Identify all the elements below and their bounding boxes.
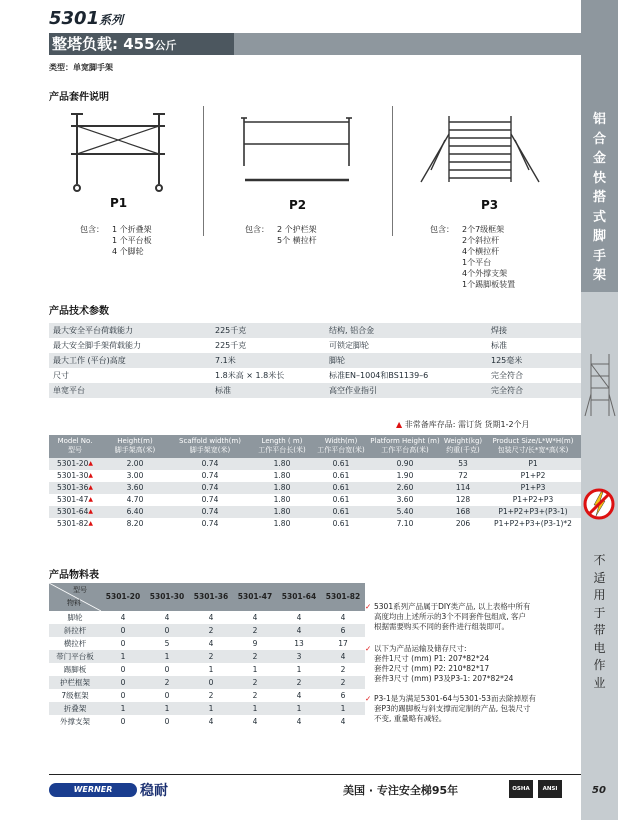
bom-qty-cell: 1: [340, 704, 346, 713]
kit-illustrations: [49, 104, 581, 196]
model-cell: 1.80: [273, 471, 291, 480]
model-cell: 0.61: [332, 507, 350, 516]
model-cell: 1.80: [273, 495, 291, 504]
bom-table-header: [49, 583, 365, 611]
corner-model-label: 型号: [73, 586, 87, 594]
bom-material-name: 横拉杆: [63, 639, 87, 648]
product-type: 类型：单宽脚手架: [49, 63, 113, 72]
bom-qty-cell: 4: [340, 717, 346, 726]
corner-material-label: 物料: [67, 599, 81, 607]
kit-p2-label: P2: [289, 198, 307, 212]
no-electric-work-icon: [581, 484, 618, 524]
bom-qty-cell: 1: [252, 665, 258, 674]
non-stock-marker: ▲: [88, 484, 93, 491]
bom-qty-cell: 2: [164, 678, 170, 687]
note-p3-1: ✓ P3-1是为满足5301-64与5301-53而去除掉原有 套P3的踢脚板与斜支撑而定制的产品, 包装尺寸 不变, 重量略有减轻。: [365, 694, 536, 723]
kit-item: 4 个脚轮: [112, 247, 144, 256]
model-cell: 3.60: [396, 495, 414, 504]
bom-qty-cell: 1: [252, 704, 258, 713]
bom-row: [49, 715, 365, 728]
model-cell: 5301-64: [57, 507, 89, 516]
bom-row: [49, 650, 365, 663]
bom-qty-cell: 1: [164, 704, 170, 713]
bom-qty-cell: 0: [208, 678, 214, 687]
kit-divider-2: [392, 106, 393, 236]
model-cell: 0.61: [332, 495, 350, 504]
kit-item: 2个7级框架: [462, 225, 505, 234]
model-cell: 7.10: [396, 519, 414, 528]
model-cell: 0.74: [201, 495, 219, 504]
check-icon: ✓: [365, 602, 372, 611]
bom-qty-cell: 4: [208, 717, 214, 726]
bom-qty-cell: 5: [164, 639, 170, 648]
bom-qty-cell: 1: [208, 704, 214, 713]
non-stock-marker: ▲: [88, 520, 93, 527]
bom-qty-cell: 2: [252, 626, 258, 635]
non-stock-marker: ▲: [88, 472, 93, 479]
bom-qty-cell: 2: [208, 626, 214, 635]
model-row: [49, 494, 581, 506]
bom-qty-cell: 0: [164, 626, 170, 635]
model-cell: 53: [458, 459, 468, 468]
bom-qty-cell: 1: [120, 652, 126, 661]
check-icon: ✓: [365, 694, 372, 703]
bom-row: [49, 676, 365, 689]
bom-qty-cell: 2: [340, 665, 346, 674]
page-number: 50: [592, 785, 606, 796]
model-cell: 206: [455, 519, 471, 528]
bom-model-header: 5301-30: [149, 592, 185, 601]
bom-qty-cell: 4: [252, 717, 258, 726]
kit-item: 2个斜拉杆: [462, 236, 500, 245]
bom-row: [49, 624, 365, 637]
bom-section-title: 产品物料表: [49, 570, 99, 581]
bom-qty-cell: 0: [120, 678, 126, 687]
bom-qty-cell: 0: [120, 639, 126, 648]
kit-item: 4个横拉杆: [462, 247, 500, 256]
kit-item: 1 个平台板: [112, 236, 152, 245]
bom-model-header: 5301-47: [237, 592, 273, 601]
model-cell: 0.74: [201, 471, 219, 480]
bom-qty-cell: 9: [252, 639, 258, 648]
model-row: [49, 482, 581, 494]
bom-qty-cell: 17: [338, 639, 348, 648]
include-label: 包含：: [80, 225, 104, 234]
bom-qty-cell: 2: [296, 678, 302, 687]
model-cell: 168: [455, 507, 471, 516]
bom-qty-cell: 0: [120, 626, 126, 635]
bom-qty-cell: 4: [208, 613, 214, 622]
kit-p3-label: P3: [481, 198, 499, 212]
model-cell: 4.70: [126, 495, 144, 504]
series-title: 5301系列: [49, 8, 124, 29]
bom-qty-cell: 6: [340, 626, 346, 635]
bom-qty-cell: 0: [164, 665, 170, 674]
bom-qty-cell: 4: [296, 717, 302, 726]
werner-logo: WERNER: [49, 783, 137, 797]
bom-material-name: 带门平台板: [56, 652, 94, 661]
bom-material-name: 护栏框架: [60, 678, 90, 687]
brand-cn-logo: 稳耐: [140, 783, 168, 799]
bom-material-name: 踢脚板: [63, 665, 87, 674]
model-cell: 72: [458, 471, 468, 480]
model-cell: 0.74: [201, 507, 219, 516]
bom-model-header: 5301-82: [325, 592, 361, 601]
model-cell: 1.90: [396, 471, 414, 480]
bom-qty-cell: 1: [296, 704, 302, 713]
bom-row: [49, 663, 365, 676]
note-diy: ✓ 5301系列产品属于DIY类产品, 以上表格中所有 高度均由上述所示的3个不同套件包组成, 客户 根据需要购买不同的套件进行组装即可。: [365, 602, 531, 631]
non-stock-marker: ▲: [88, 496, 93, 503]
include-label: 包含：: [430, 225, 454, 234]
kit-p3-drawing: [421, 116, 539, 182]
scaffold-thumbnail-icon: [581, 350, 618, 420]
spec-row: 最大安全平台荷载能力 225千克 结构, 铝合金 焊接: [49, 323, 581, 338]
stock-note-text: 非常备库存品: 需订货 货期1-2个月: [404, 420, 530, 429]
bom-qty-cell: 4: [208, 639, 214, 648]
kit-item: 4个外撑支架: [462, 269, 508, 278]
kit-item: 1个平台: [462, 258, 492, 267]
model-cell: 0.74: [201, 459, 219, 468]
sidebar: [581, 0, 618, 820]
ansi-badge: ANSI: [538, 780, 562, 798]
non-stock-marker: ▲: [88, 508, 93, 515]
load-capacity: 整塔负载: 455公斤: [49, 33, 234, 55]
bom-material-name: 外撑支架: [60, 717, 90, 726]
model-cell: 5301-36: [57, 483, 89, 492]
bom-model-header: 5301-20: [105, 592, 141, 601]
bom-qty-cell: 2: [340, 678, 346, 687]
load-banner: [49, 33, 581, 55]
bom-qty-cell: 4: [120, 613, 126, 622]
model-row: [49, 458, 581, 470]
bom-qty-cell: 1: [120, 704, 126, 713]
bom-qty-cell: 13: [294, 639, 304, 648]
spec-row: 尺寸 1.8米高 × 1.8米长 标准EN–1004和BS1139–6 完全符合: [53, 371, 523, 380]
kit-p1-label: P1: [110, 196, 128, 210]
stock-marker: ▲: [396, 420, 403, 429]
osha-badge: OSHA: [509, 780, 533, 798]
model-cell: 8.20: [126, 519, 144, 528]
bom-qty-cell: 1: [164, 652, 170, 661]
model-row: [49, 518, 581, 530]
kit-item: 1 个折叠架: [112, 225, 152, 234]
model-cell: 5301-20: [57, 459, 89, 468]
model-cell: 1.80: [273, 507, 291, 516]
non-stock-marker: ▲: [88, 460, 93, 467]
bom-qty-cell: 0: [120, 665, 126, 674]
bom-qty-cell: 6: [340, 691, 346, 700]
model-cell: 0.74: [201, 483, 219, 492]
bom-material-name: 折叠架: [63, 704, 87, 713]
kit-item: 5个 横拉杆: [277, 236, 317, 245]
bom-qty-cell: 2: [252, 652, 258, 661]
spec-row: 单宽平台 标准 高空作业指引 完全符合: [49, 383, 581, 398]
note-dimensions: ✓ 以下为产品运输及储存尺寸: 套件1尺寸 (mm) P1: 207*82*24 套件2尺寸 (mm) P2: 210*82*17 套件3尺寸 (mm) P3及P3-1: 207*82*24: [365, 644, 514, 683]
kit-item: 1个踢脚板装置: [462, 280, 516, 289]
bom-qty-cell: 1: [296, 665, 302, 674]
model-table-header: Model No. 型号 Height(m) 脚手架高(米) Scaffold width(m) 脚手架宽(米) Length ( m) 工作平台长(米) Width(m) 工作平台宽(米) Platform Height (m) 工作平台高(米) Weight(kg) 约重(千克) Product Size/L*W*H(m) 包装尺寸/长*宽*高(米): [49, 435, 581, 458]
model-cell: 0.74: [201, 519, 219, 528]
bom-qty-cell: 4: [252, 613, 258, 622]
model-cell: 114: [455, 483, 471, 492]
bom-material-name: 脚轮: [67, 613, 83, 622]
kit-divider-1: [203, 106, 204, 236]
bom-qty-cell: 2: [252, 691, 258, 700]
model-cell: P1+P2+P3+(P3-1)*2: [494, 519, 572, 528]
stock-note: [396, 419, 530, 430]
bom-qty-cell: 2: [208, 652, 214, 661]
bom-qty-cell: 4: [164, 613, 170, 622]
model-row: [49, 506, 581, 518]
model-cell: 1.80: [273, 459, 291, 468]
bom-model-header: 5301-64: [281, 592, 317, 601]
model-cell: P1: [528, 459, 538, 468]
spec-row: 最大工作 (平台)高度 7.1米 脚轮 125毫米: [49, 353, 581, 368]
bom-material-name: 7级框架: [61, 691, 89, 700]
model-cell: P1+P3: [520, 483, 546, 492]
bom-qty-cell: 4: [340, 613, 346, 622]
model-cell: 5301-47: [57, 495, 89, 504]
bom-material-name: 斜拉杆: [63, 626, 87, 635]
model-row: [49, 470, 581, 482]
bom-qty-cell: 4: [296, 613, 302, 622]
spec-row: 最大安全脚手架荷载能力 225千克 可锁定脚轮 标准: [53, 341, 507, 350]
model-cell: 1.80: [273, 483, 291, 492]
kit-section-title: 产品套件说明: [49, 92, 109, 103]
model-cell: 1.80: [273, 519, 291, 528]
bom-row: [49, 702, 365, 715]
model-cell: 0.61: [332, 519, 350, 528]
model-cell: 0.61: [332, 471, 350, 480]
include-label: 包含：: [245, 225, 269, 234]
footer-divider: [49, 774, 581, 775]
bom-qty-cell: 0: [164, 717, 170, 726]
bom-qty-cell: 2: [208, 691, 214, 700]
bom-qty-cell: 0: [120, 717, 126, 726]
model-cell: P1+P2: [520, 471, 546, 480]
model-cell: 5301-82: [57, 519, 89, 528]
sidebar-warning: 不适用于带电作业: [593, 553, 606, 690]
bom-row: [49, 611, 365, 624]
model-cell: 5301-30: [57, 471, 89, 480]
model-cell: P1+P2+P3: [512, 495, 554, 504]
bom-qty-cell: 0: [164, 691, 170, 700]
check-icon: ✓: [365, 644, 372, 653]
bom-qty-cell: 2: [252, 678, 258, 687]
bom-qty-cell: 0: [120, 691, 126, 700]
bom-row: [49, 637, 365, 650]
model-cell: 2.60: [396, 483, 414, 492]
kit-p2-drawing: [241, 118, 352, 180]
model-cell: P1+P2+P3+(P3-1): [498, 507, 568, 516]
bom-row: [49, 689, 365, 702]
footer-slogan: 美国 · 专注安全梯95年: [343, 784, 459, 797]
bom-model-header: 5301-36: [193, 592, 229, 601]
kit-p1-drawing: [71, 114, 165, 191]
model-cell: 6.40: [126, 507, 144, 516]
spec-section-title: 产品技术参数: [49, 306, 109, 317]
model-cell: 0.90: [396, 459, 414, 468]
bom-qty-cell: 3: [296, 652, 302, 661]
model-cell: 0.61: [332, 483, 350, 492]
model-cell: 3.00: [126, 471, 144, 480]
sidebar-title: 铝合金快搭式脚手架: [592, 112, 606, 283]
kit-item: 2 个护栏架: [277, 225, 317, 234]
bom-qty-cell: 4: [296, 626, 302, 635]
bom-qty-cell: 4: [296, 691, 302, 700]
model-cell: 0.61: [332, 459, 350, 468]
bom-qty-cell: 4: [340, 652, 346, 661]
bom-qty-cell: 1: [208, 665, 214, 674]
model-cell: 3.60: [126, 483, 144, 492]
model-cell: 128: [455, 495, 471, 504]
model-cell: 5.40: [396, 507, 414, 516]
model-cell: 2.00: [126, 459, 144, 468]
